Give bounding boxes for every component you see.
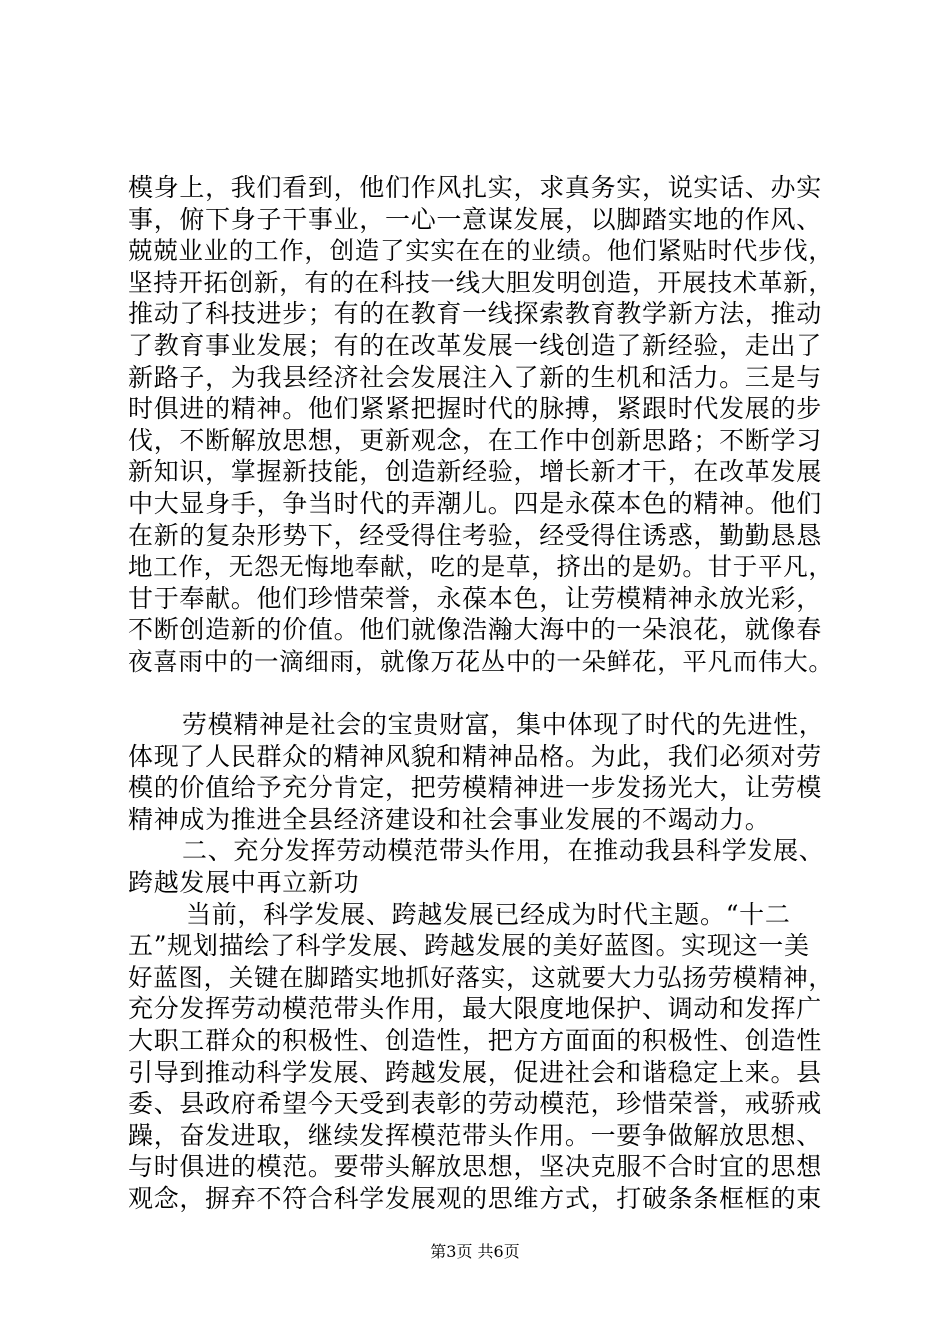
text-line: 劳模精神是社会的宝贵财富，集中体现了时代的先进性， <box>182 710 825 740</box>
text-line: 甘于奉献。他们珍惜荣誉，永葆本色，让劳模精神永放光彩， <box>128 583 822 613</box>
text-line: 兢兢业业的工作，创造了实实在在的业绩。他们紧贴时代步伐， <box>128 236 834 266</box>
text-line: 观念，摒弃不符合科学发展观的思维方式，打破条条框框的束 <box>128 1184 822 1213</box>
paragraph-spacer <box>128 678 834 710</box>
text-line: 伐，不断解放思想，更新观念，在工作中创新思路；不断学习 <box>128 425 822 455</box>
text-line: 充分发挥劳动模范带头作用，最大限度地保护、调动和发挥广 <box>128 994 822 1024</box>
text-line: 不断创造新的价值。他们就像浩瀚大海中的一朵浪花，就像春 <box>128 615 822 645</box>
heading-line: 跨越发展中再立新功 <box>128 868 360 898</box>
document-body <box>128 172 834 1215</box>
paragraph-2 <box>128 709 834 835</box>
text-line: 模身上，我们看到，他们作风扎实，求真务实，说实话、办实 <box>128 173 822 202</box>
text-line: 五”规划描绘了科学发展、跨越发展的美好蓝图。实现这一美 <box>128 931 810 961</box>
heading-line: 二、充分发挥劳动模范带头作用，在推动我县科学发展、 <box>182 836 825 866</box>
section-heading-2 <box>128 835 834 898</box>
text-line: 委、县政府希望今天受到表彰的劳动模范，珍惜荣誉，戒骄戒 <box>128 1089 822 1119</box>
text-line: 大职工群众的积极性、创造性，把方方面面的积极性、创造性 <box>128 1026 822 1056</box>
text-line: 精神成为推进全县经济建设和社会事业发展的不竭动力。 <box>128 804 771 834</box>
page-number-footer: 第3页 共6页 <box>430 1242 520 1261</box>
text-line: 模的价值给予充分肯定，把劳模精神进一步发扬光大，让劳模 <box>128 773 822 803</box>
text-line: 与时俱进的模范。要带头解放思想，坚决克服不合时宜的思想 <box>128 1152 822 1182</box>
text-line: 引导到推动科学发展、跨越发展，促进社会和谐稳定上来。县 <box>128 1057 822 1087</box>
text-line: 了教育事业发展；有的在改革发展一线创造了新经验，走出了 <box>128 330 822 360</box>
text-line: 时俱进的精神。他们紧紧把握时代的脉搏，紧跟时代发展的步 <box>128 394 822 424</box>
paragraph-1 <box>128 172 834 678</box>
text-line: 事，俯下身子干事业，一心一意谋发展，以脚踏实地的作风、 <box>128 204 822 234</box>
text-line: 中大显身手，争当时代的弄潮儿。四是永葆本色的精神。他们 <box>128 488 822 518</box>
text-line: 新知识，掌握新技能，创造新经验，增长新才干，在改革发展 <box>128 457 822 487</box>
text-line: 好蓝图，关键在脚踏实地抓好落实，这就要大力弘扬劳模精神， <box>128 962 834 992</box>
text-line: 在新的复杂形势下，经受得住考验，经受得住诱惑，勤勤恳恳 <box>128 520 822 550</box>
text-line: 当前，科学发展、跨越发展已经成为时代主题。“十二 <box>186 899 791 929</box>
text-line: 新路子，为我县经济社会发展注入了新的生机和活力。三是与 <box>128 362 822 392</box>
text-line: 躁，奋发进取，继续发挥模范带头作用。一要争做解放思想、 <box>128 1120 822 1150</box>
text-line: 推动了科技进步；有的在教育一线探索教育教学新方法，推动 <box>128 299 822 329</box>
text-line: 坚持开拓创新，有的在科技一线大胆发明创造，开展技术革新， <box>128 267 834 297</box>
text-line: 夜喜雨中的一滴细雨，就像万花丛中的一朵鲜花，平凡而伟大。 <box>128 646 834 676</box>
text-line: 体现了人民群众的精神风貌和精神品格。为此，我们必须对劳 <box>128 741 822 771</box>
paragraph-3 <box>128 899 834 1215</box>
text-line: 地工作，无怨无悔地奉献，吃的是草，挤出的是奶。甘于平凡， <box>128 552 834 582</box>
